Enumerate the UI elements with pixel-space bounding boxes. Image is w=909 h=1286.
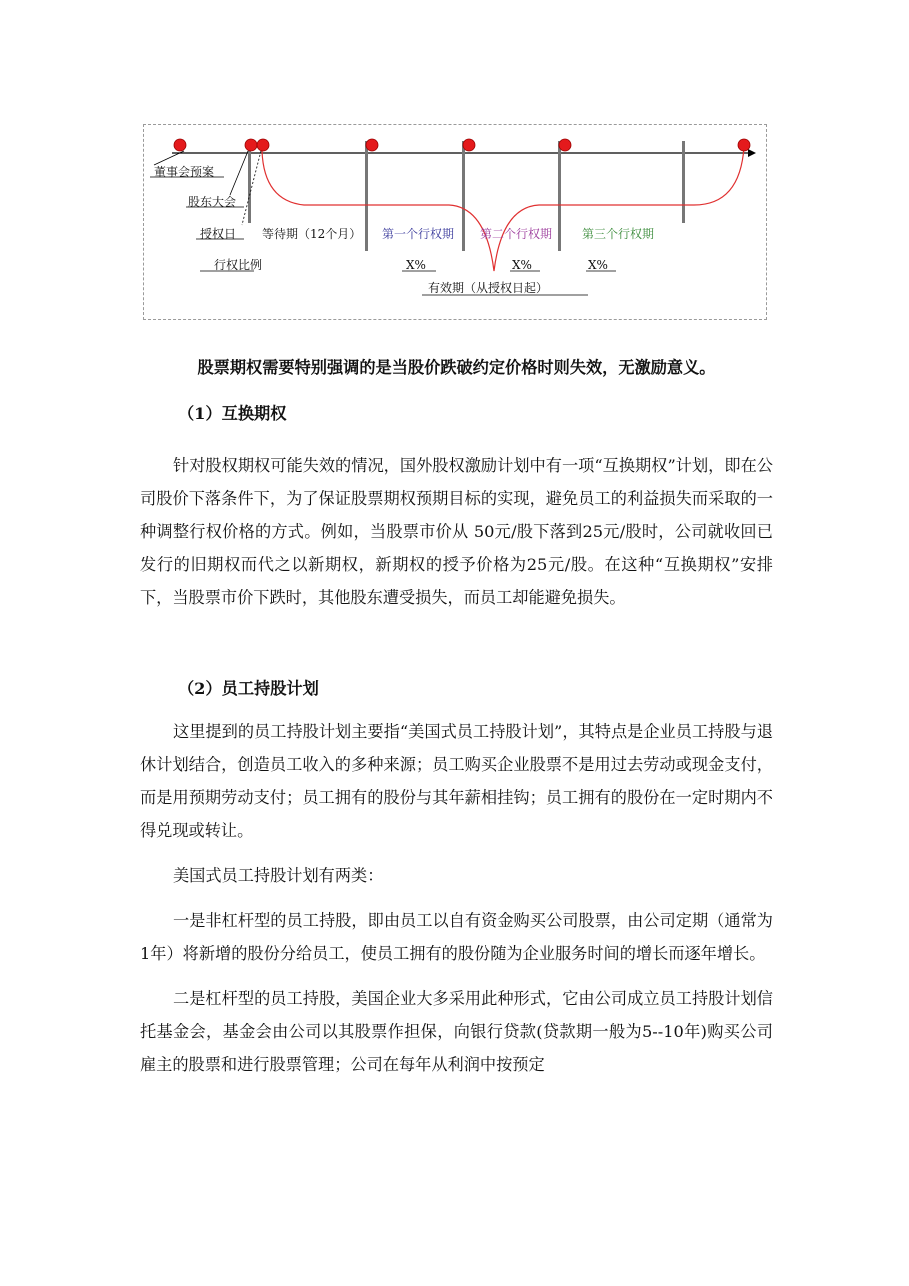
grant-day-bar — [248, 141, 251, 223]
marker-board — [174, 139, 186, 151]
label-period2: 第二个行权期 — [480, 227, 553, 241]
label-x1: X% — [406, 258, 426, 272]
marker-end — [738, 139, 750, 151]
label-exercise-ratio: 行权比例 — [214, 258, 263, 272]
label-board-proposal: 董事会预案 — [154, 165, 215, 179]
section2-paragraph4: 二是杠杆型的员工持股，美国企业大多采用此种形式，它由公司成立员工持股计划信托基金会，基金会由公司以其股票作担保，向银行贷款(贷款期一般为5--10年)购买公司雇主的股票和进行股票管理；公司在每年从利润中按预定 — [140, 989, 773, 1074]
leader-shareholders — [230, 151, 248, 195]
leader-grant-day — [242, 151, 261, 225]
validity-curve — [262, 147, 744, 271]
key-statement: 股票期权需要特别强调的是当股价跌破约定价格时则失效，无激励意义。 — [197, 358, 716, 377]
label-grant-day: 授权日 — [200, 227, 237, 241]
leader-board — [154, 151, 184, 165]
marker-period3 — [559, 139, 571, 151]
section1-heading: （1）互换期权 — [178, 404, 287, 423]
label-waiting-period: 等待期（12个月） — [262, 227, 362, 241]
label-x2: X% — [512, 258, 532, 272]
section2-paragraph1: 这里提到的员工持股计划主要指“美国式员工持股计划”，其特点是企业员工持股与退休计划结合，创造员工收入的多种来源；员工购买企业股票不是用过去劳动或现金支付，而是用预期劳动支付；员工拥有的股份与其年薪相挂钩；员工拥有的股份在一定时期内不得兑现或转让。 — [140, 722, 773, 840]
section1-paragraph: 针对股权期权可能失效的情况，国外股权激励计划中有一项“互换期权”计划，即在公司股价下落条件下，为了保证股票期权预期目标的实现，避免员工的利益损失而采取的一种调整行权价格的方式。例如，当股票市价从 50元/股下落到25元/股时，公司就收回已发行的旧期权而代之以新期权，新期权的授予价格为25元/股。在这种“互换期权”安排下，当股票市价下跌时，其他股东遭受损失，而员工却能避免损失。 — [140, 456, 773, 607]
section2-paragraph2: 美国式员工持股计划有两类： — [173, 866, 384, 885]
period3-end-bar — [682, 141, 685, 223]
stock-option-timeline-diagram — [143, 124, 767, 320]
timeline-arrowhead — [748, 149, 756, 157]
section2-heading: （2）员工持股计划 — [178, 679, 319, 698]
section2-paragraph3: 一是非杠杆型的员工持股，即由员工以自有资金购买公司股票，由公司定期（通常为1年）将新增的股份分给员工，使员工拥有的股份随为企业服务时间的增长而逐年增长。 — [140, 911, 773, 963]
label-x3: X% — [588, 258, 608, 272]
label-period1: 第一个行权期 — [382, 227, 455, 241]
period2-start-bar — [462, 141, 465, 251]
marker-grant-day — [257, 139, 269, 151]
marker-period1 — [366, 139, 378, 151]
label-shareholders-meeting: 股东大会 — [188, 195, 237, 209]
marker-shareholders — [245, 139, 257, 151]
label-validity-period: 有效期（从授权日起） — [428, 281, 549, 295]
period3-start-bar — [558, 141, 561, 251]
period1-start-bar — [365, 141, 368, 251]
section1-body — [140, 449, 773, 614]
label-period3: 第三个行权期 — [582, 227, 655, 241]
marker-period2 — [463, 139, 475, 151]
section2-body — [140, 715, 773, 1081]
